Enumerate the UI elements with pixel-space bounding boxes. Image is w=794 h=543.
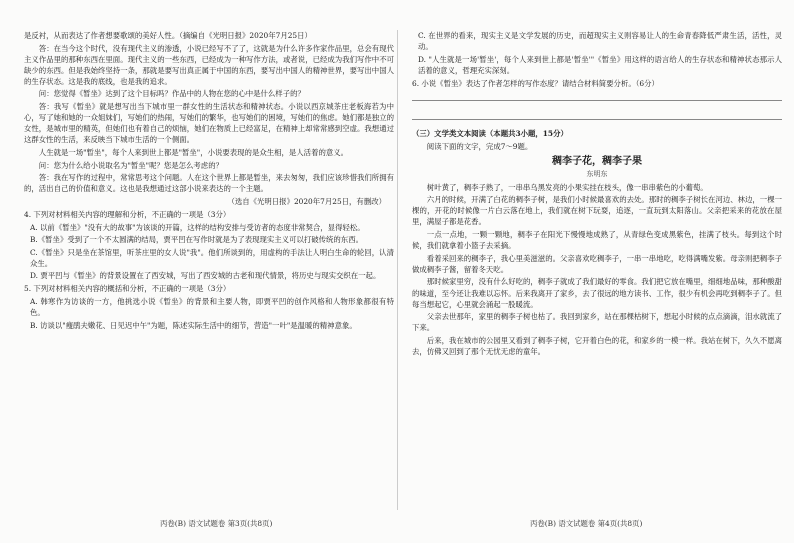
option-4b: B.《暂坐》受到了一个不太圆满的结局，贾平凹在写作时就是为了表现现实主义可以打破传统的东西。 (30, 235, 363, 245)
page-footer-left: 丙卷(B) 语文试题卷 第3页(共8页) (160, 519, 273, 528)
question-6: 6. 小说《暂坐》表达了作者怎样的写作态度？请结合材料简要分析。（6分） (412, 78, 659, 88)
essay-paragraph: 六月的时候，开满了白花的稠李子树，是我们小时候最喜欢的去处。那时的稠李子树长在河边、林边，一棵一棵的，开花的时候像一片白云落在地上，我们就在树下玩耍，追逐，一直玩到太阳落山。父亲把采来的花放在屋里，满屋子都是花香。 (412, 195, 782, 227)
essay-paragraph: 看着采回来的稠李子，我心里美滋滋的。父亲喜欢吃稠李子，一串一串地吃，吃得满嘴发紫。母亲则把稠李子做成稠李子酱，留着冬天吃。 (412, 253, 782, 274)
page-divider (397, 30, 398, 510)
option-5c: C. 在世界的看来，现实主义是文学发展的历史，而超现实主义则容易让人的生命青春降低严肃生活，活性，灵动。 (418, 31, 782, 52)
question-5: 5. 下列对材料相关内容的概括和分析，不正确的一项是（3分） (24, 284, 231, 294)
reading-instruction: 阅读下面的文字，完成7～9题。 (426, 142, 533, 152)
interview-paragraph: 问：您为什么给小说取名为"暂坐"呢？您是怎么考虑的？ (38, 160, 223, 170)
option-5b: B. 访谈以"瘦鹃夫嫩花、日见迟中午"为题，陈述实际生活中的细节，营造"一叶"是温暖的精神意象。 (30, 320, 357, 330)
option-4a: A. 以前《暂坐》"没有大的故事"为该谈的开篇，这样的结构安排与受访者的态度非常契合，显得轻松。 (30, 222, 365, 232)
interview-paragraph: 是反衬，从而表达了作者想要歌颂的美好人性。（摘编自《光明日报》2020年7月25日） (24, 31, 312, 40)
interview-paragraph: 答：在当今这个时代，没有现代主义的渗透，小说已经写不了了，这就是为什么许多作家作品里，总会有现代主义作品里的那种东西在里面。现代主义的一些东西，已经成为一种写作方法，或者说，已经成为我们写作中不可缺少的东西。但是我始终坚持一条，那就是要写出真正属于中国的东西，要写出中国人的精神世界，要写出中国人的生存状态。这是我的底线，也是我的追求。 (24, 43, 394, 86)
interview-paragraph: 答：我写《暂坐》就是想写出当下城市里一群女性的生活状态和精神状态。小说以西京城茶庄老板海若为中心，写了她和她的一众姐妹们，写她们的热闹，写她们的繁华，也写她们的困境，写她们的焦虑。她们都是独立的女性，是城市里的精英，但她们也有着自己的烦恼，她们在物质上已经富足，在精神上却常常感到空虚。我想通过这群女性的生活，来反映当下城市生活的一个侧面。 (24, 102, 394, 145)
option-5a: A. 韩寒作为访谈的一方，他挑选小说《暂坐》的背景和主要人物，即贾平凹的创作风格和人物形象都很有特色。 (30, 297, 394, 318)
interview-paragraph: 人生就是一场"暂坐"，每个人来到世上都是"暂坐"，小说要表现的是众生相，是人活着的意义。 (38, 147, 349, 157)
right-page (412, 30, 782, 359)
option-4c: C.《暂坐》只是坐在茶馆里，听茶庄里的女人说"我"。他们所谈到的，用虚构的手法让人明白生命的轮回，认清众生。 (30, 247, 394, 268)
essay-title: 稠李子花，稠李子果 (552, 156, 642, 168)
essay-paragraph: 一点一点地，一颗一颗地，稠李子在阳光下慢慢地成熟了，从青绿色变成黑紫色，挂满了枝头。每到这个时候，我们就拿着小篮子去采摘。 (412, 230, 782, 251)
option-4d: D. 贾平凹与《暂坐》的背景设置在了西安城，写出了西安城的古老和现代情景，将历史与现实交织在一起。 (30, 271, 381, 281)
option-5d: D. "人生就是一场'暂坐'，每个人来到世上都是'暂坐'"《暂坐》用这样的语言给人的生存状态和精神状态那示人活着的意义，哲理充实深刻。 (418, 54, 782, 75)
page-footer-right: 丙卷(B) 语文试题卷 第4页(共8页) (530, 519, 643, 528)
answer-line[interactable] (412, 109, 782, 120)
section-heading: （三）文学类文本阅读（本题共3小题，15分） (412, 129, 568, 139)
essay-paragraph: 树叶黄了，稠李子熟了，一串串乌黑发亮的小果实挂在枝头，像一串串紫色的小葡萄。 (426, 182, 708, 192)
interview-paragraph: 问：您觉得《暂坐》达到了这个目标吗？作品中的人物在您的心中是什么样子的？ (38, 89, 305, 99)
source-citation: （选自《光明日报》2020年7月25日，有删改） (227, 196, 386, 206)
essay-paragraph: 后来，我在城市的公园里又看到了稠李子树，它开着白色的花，和家乡的一模一样。我站在树下，久久不愿离去，仿佛又回到了那个无忧无虑的童年。 (412, 335, 782, 356)
essay-paragraph: 父亲去世那年，家里的稠李子树也枯了。我回到家乡，站在那棵枯树下，想起小时候的点点滴滴，泪水就流了下来。 (412, 312, 782, 333)
essay-paragraph: 那时候家里穷，没有什么好吃的，稠李子就成了我们最好的零食。我们把它放在嘴里，细细地品味，那种酸甜的味道，至今还让我难以忘怀。后来我离开了家乡，去了很远的地方读书、工作，很少有机会再吃到稠李子了。但每当想起它，心里就会涌起一股暖流。 (412, 277, 782, 309)
essay-author: 东明东 (586, 170, 608, 179)
interview-paragraph: 答：我在写作的过程中，常常思考这个问题。人在这个世界上都是暂坐，来去匆匆，我们应该珍惜我们所拥有的，活出自己的价值和意义。这也是我想通过这部小说来表达的一个主题。 (24, 173, 394, 194)
answer-line[interactable] (412, 90, 782, 101)
question-4: 4. 下列对材料相关内容的理解和分析，不正确的一项是（3分） (24, 209, 231, 219)
left-page (24, 30, 394, 332)
